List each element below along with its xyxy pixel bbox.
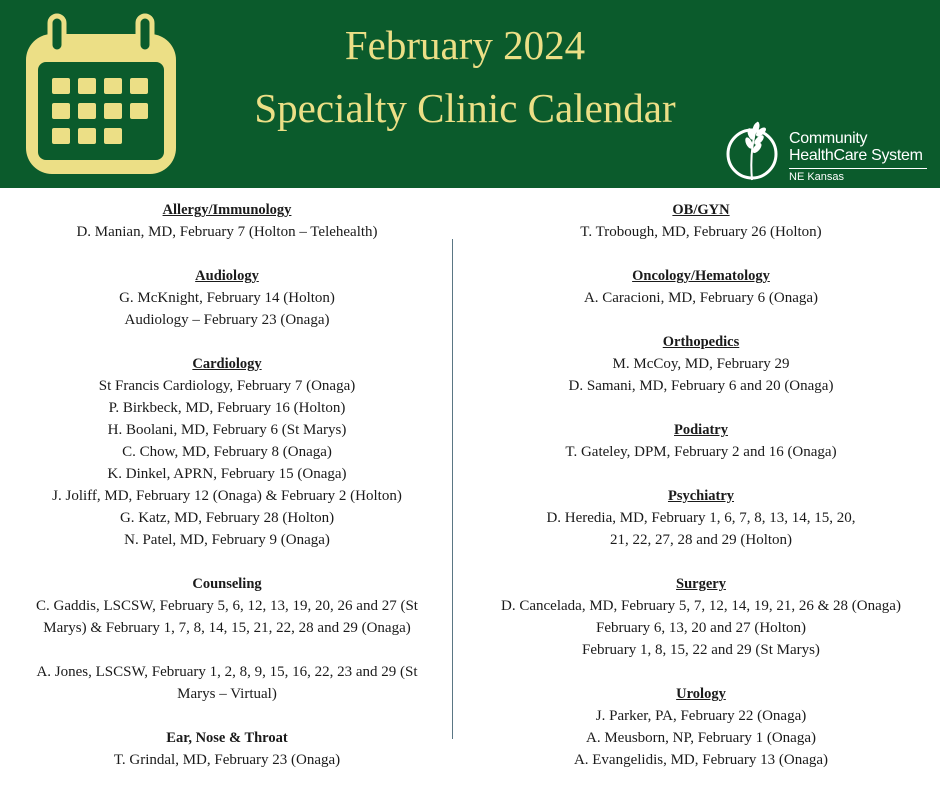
section-heading: Orthopedics bbox=[662, 334, 740, 350]
provider-schedule-line: A. Jones, LSCSW, February 1, 2, 8, 9, 15, 16, 22, 23 and 29 (St bbox=[36, 664, 418, 680]
provider-schedule-line: G. McKnight, February 14 (Holton) bbox=[119, 290, 335, 306]
provider-schedule-line: 21, 22, 27, 28 and 29 (Holton) bbox=[609, 532, 793, 548]
section-ear-nose-throat bbox=[0, 727, 454, 771]
provider-schedule-line: C. Chow, MD, February 8 (Onaga) bbox=[122, 444, 332, 460]
section-heading: Allergy/Immunology bbox=[162, 202, 292, 218]
provider-schedule-line: T. Trobough, MD, February 26 (Holton) bbox=[580, 224, 822, 240]
provider-schedule-line: A. Meusborn, NP, February 1 (Onaga) bbox=[586, 730, 816, 746]
page-title-calendar: Specialty Clinic Calendar bbox=[254, 85, 676, 131]
section-heading: Urology bbox=[676, 686, 726, 702]
section-counseling bbox=[0, 573, 454, 639]
provider-schedule-line: D. Cancelada, MD, February 5, 7, 12, 14, 19, 21, 26 & 28 (Onaga) bbox=[501, 598, 901, 614]
logo-subtitle: NE Kansas bbox=[789, 171, 845, 183]
calendar-icon bbox=[22, 12, 180, 177]
section-psychiatry bbox=[464, 485, 938, 551]
section-heading: OB/GYN bbox=[672, 202, 730, 218]
provider-schedule-line: D. Samani, MD, February 6 and 20 (Onaga) bbox=[568, 378, 834, 394]
provider-schedule-line: D. Heredia, MD, February 1, 6, 7, 8, 13, 14, 15, 20, bbox=[546, 510, 856, 526]
page-title-month: February 2024 bbox=[344, 22, 586, 68]
section-surgery bbox=[464, 573, 938, 661]
wheat-logo-icon bbox=[726, 118, 782, 186]
provider-schedule-line: K. Dinkel, APRN, February 15 (Onaga) bbox=[107, 466, 347, 482]
header-banner bbox=[0, 0, 940, 188]
provider-schedule-line: Marys) & February 1, 7, 8, 14, 15, 21, 22, 28 and 29 (Onaga) bbox=[43, 620, 411, 636]
section-orthopedics bbox=[464, 331, 938, 397]
section-audiology bbox=[0, 265, 454, 331]
section-heading: Surgery bbox=[676, 576, 726, 592]
provider-schedule-line: Audiology – February 23 (Onaga) bbox=[124, 312, 330, 328]
provider-schedule-line: A. Caracioni, MD, February 6 (Onaga) bbox=[583, 290, 819, 306]
section-heading: Oncology/Hematology bbox=[632, 268, 770, 284]
provider-schedule-line: J. Joliff, MD, February 12 (Onaga) & February 2 (Holton) bbox=[52, 488, 402, 504]
provider-schedule-line: A. Evangelidis, MD, February 13 (Onaga) bbox=[573, 752, 829, 768]
left-column bbox=[0, 199, 454, 793]
provider-schedule-line: February 6, 13, 20 and 27 (Holton) bbox=[596, 620, 806, 636]
provider-schedule-line: C. Gaddis, LSCSW, February 5, 6, 12, 13, 19, 20, 26 and 27 (St bbox=[36, 598, 418, 614]
section-urology bbox=[464, 683, 938, 771]
section-podiatry bbox=[464, 419, 938, 463]
provider-schedule-line: J. Parker, PA, February 22 (Onaga) bbox=[595, 708, 807, 724]
provider-schedule-line: G. Katz, MD, February 28 (Holton) bbox=[119, 510, 335, 526]
provider-schedule-line: N. Patel, MD, February 9 (Onaga) bbox=[124, 532, 330, 548]
provider-schedule-line: M. McCoy, MD, February 29 bbox=[612, 356, 790, 372]
organization-logo bbox=[726, 118, 936, 188]
section-heading: Psychiatry bbox=[667, 488, 735, 504]
section-continued bbox=[0, 661, 454, 705]
section-allergy-immunology bbox=[0, 199, 454, 243]
provider-schedule-line: Marys – Virtual) bbox=[177, 686, 277, 702]
section-heading: Ear, Nose & Throat bbox=[166, 730, 288, 746]
column-divider bbox=[452, 239, 453, 739]
section-oncology-hematology bbox=[464, 265, 938, 309]
provider-schedule-line: February 1, 8, 15, 22 and 29 (St Marys) bbox=[582, 642, 820, 658]
provider-schedule-line: P. Birkbeck, MD, February 16 (Holton) bbox=[108, 400, 346, 416]
provider-schedule-line: H. Boolani, MD, February 6 (St Marys) bbox=[107, 422, 347, 438]
provider-schedule-line: T. Grindal, MD, February 23 (Onaga) bbox=[113, 752, 341, 768]
logo-divider bbox=[789, 168, 927, 169]
section-heading: Podiatry bbox=[674, 422, 728, 438]
provider-schedule-line: D. Manian, MD, February 7 (Holton – Telehealth) bbox=[76, 224, 378, 240]
section-heading: Counseling bbox=[192, 576, 262, 592]
section-heading: Audiology bbox=[195, 268, 259, 284]
provider-schedule-line: St Francis Cardiology, February 7 (Onaga) bbox=[98, 378, 356, 394]
right-column bbox=[464, 199, 938, 793]
section-cardiology bbox=[0, 353, 454, 551]
section-ob-gyn bbox=[464, 199, 938, 243]
logo-line-2: HealthCare System bbox=[789, 147, 923, 164]
section-heading: Cardiology bbox=[192, 356, 262, 372]
provider-schedule-line: T. Gateley, DPM, February 2 and 16 (Onaga) bbox=[565, 444, 837, 460]
logo-line-1: Community bbox=[789, 130, 868, 147]
